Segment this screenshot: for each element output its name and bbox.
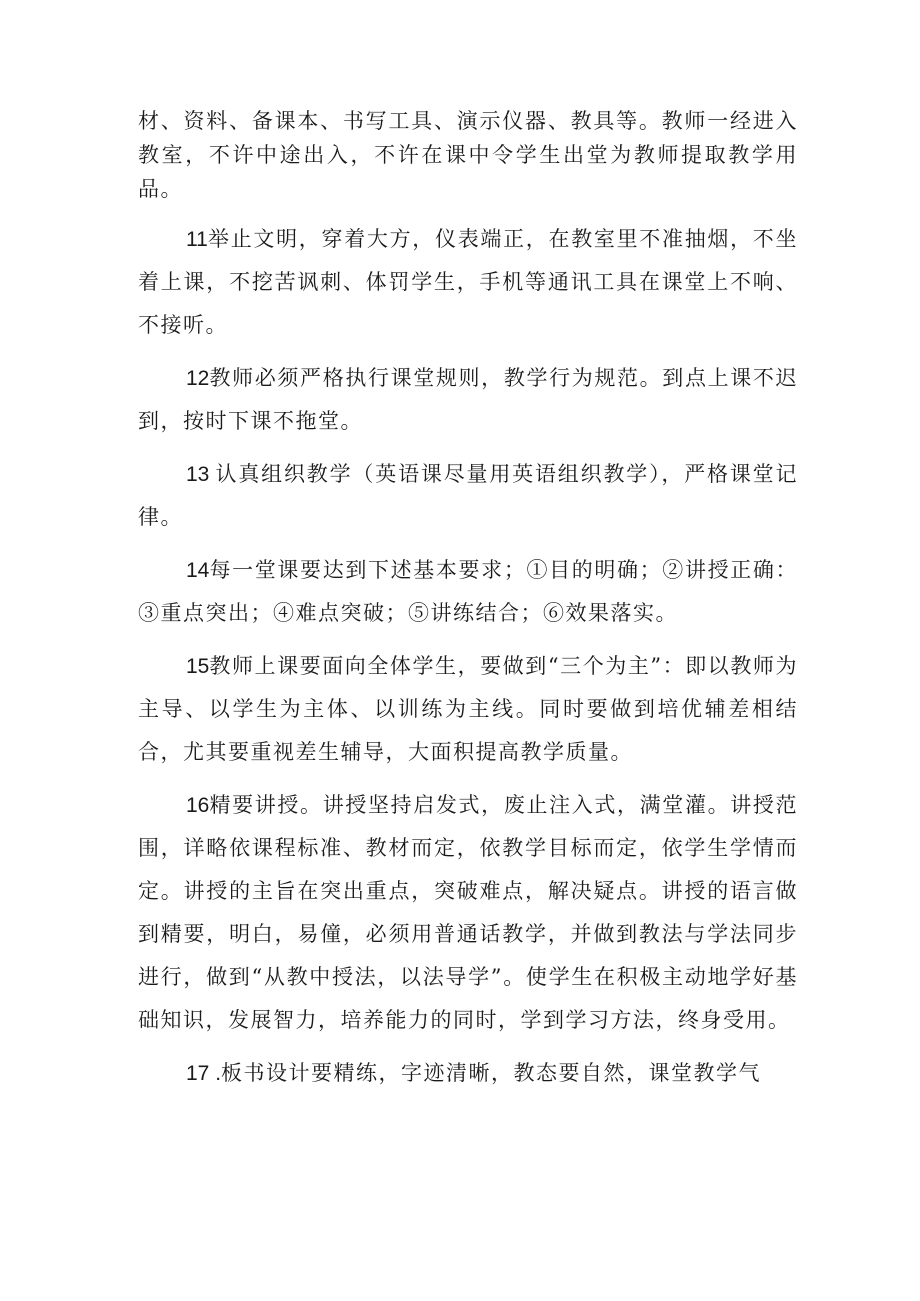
paragraph-text: 教师必须严格执行课堂规则，教学行为规范。到点上课不迟到，按时下课不拖堂。 xyxy=(138,366,798,433)
paragraph-continued xyxy=(138,104,798,206)
paragraph-17 xyxy=(138,1052,798,1095)
paragraph-number: 16 xyxy=(186,794,210,817)
paragraph-text: 每一堂课要达到下述基本要求；①目的明确；②讲授正确：③重点突出；④难点突破；⑤讲练结合；⑥效果落实。 xyxy=(138,558,798,625)
paragraph-text: 板书设计要精练，字迹清晰，教态要自然，课堂教学气 xyxy=(221,1061,762,1085)
paragraph-16 xyxy=(138,784,798,1042)
paragraph-text: 材、资料、备课本、书写工具、演示仪器、教具等。教师一经进入教室，不许中途出入，不许在课中令学生出堂为教师提取教学用品。 xyxy=(138,109,798,201)
paragraph-number: 15 xyxy=(186,655,210,678)
paragraph-number: 13 xyxy=(186,463,216,486)
paragraph-11 xyxy=(138,218,798,347)
paragraph-number: 17 . xyxy=(186,1062,222,1085)
paragraph-12 xyxy=(138,357,798,443)
paragraph-number: 11 xyxy=(186,228,208,251)
paragraph-text: 认真组织教学（英语课尽量用英语组织教学），严格课堂记律。 xyxy=(138,462,798,529)
paragraph-text: 举止文明，穿着大方，仪表端正，在教室里不准抽烟，不坐着上课，不挖苦讽刺、体罚学生，手机等通讯工具在课堂上不响、不接听。 xyxy=(138,227,798,337)
paragraph-text: 精要讲授。讲授坚持启发式，废止注入式，满堂灌。讲授范围，详略依课程标准、教材而定，依教学目标而定，依学生学情而定。讲授的主旨在突出重点，突破难点，解决疑点。讲授的语言做到精要，明白，易僮，必须用普通话教学，并做到教法与学法同步进行，做到“从教中授法，以法导学”。使学生在积极主动地学好基础知识，发展智力，培养能力的同时，学到学习方法，终身受用。 xyxy=(138,793,798,1032)
paragraph-number: 14 xyxy=(186,559,210,582)
paragraph-15 xyxy=(138,645,798,774)
paragraph-text: 教师上课要面向全体学生，要做到“三个为主”：即以教师为主导、以学生为主体、以训练为主线。同时要做到培优辅差相结合，尤其要重视差生辅导，大面积提高教学质量。 xyxy=(138,654,798,764)
document-body xyxy=(138,104,798,1095)
paragraph-number: 12 xyxy=(186,367,210,390)
paragraph-13 xyxy=(138,453,798,539)
paragraph-14 xyxy=(138,549,798,635)
